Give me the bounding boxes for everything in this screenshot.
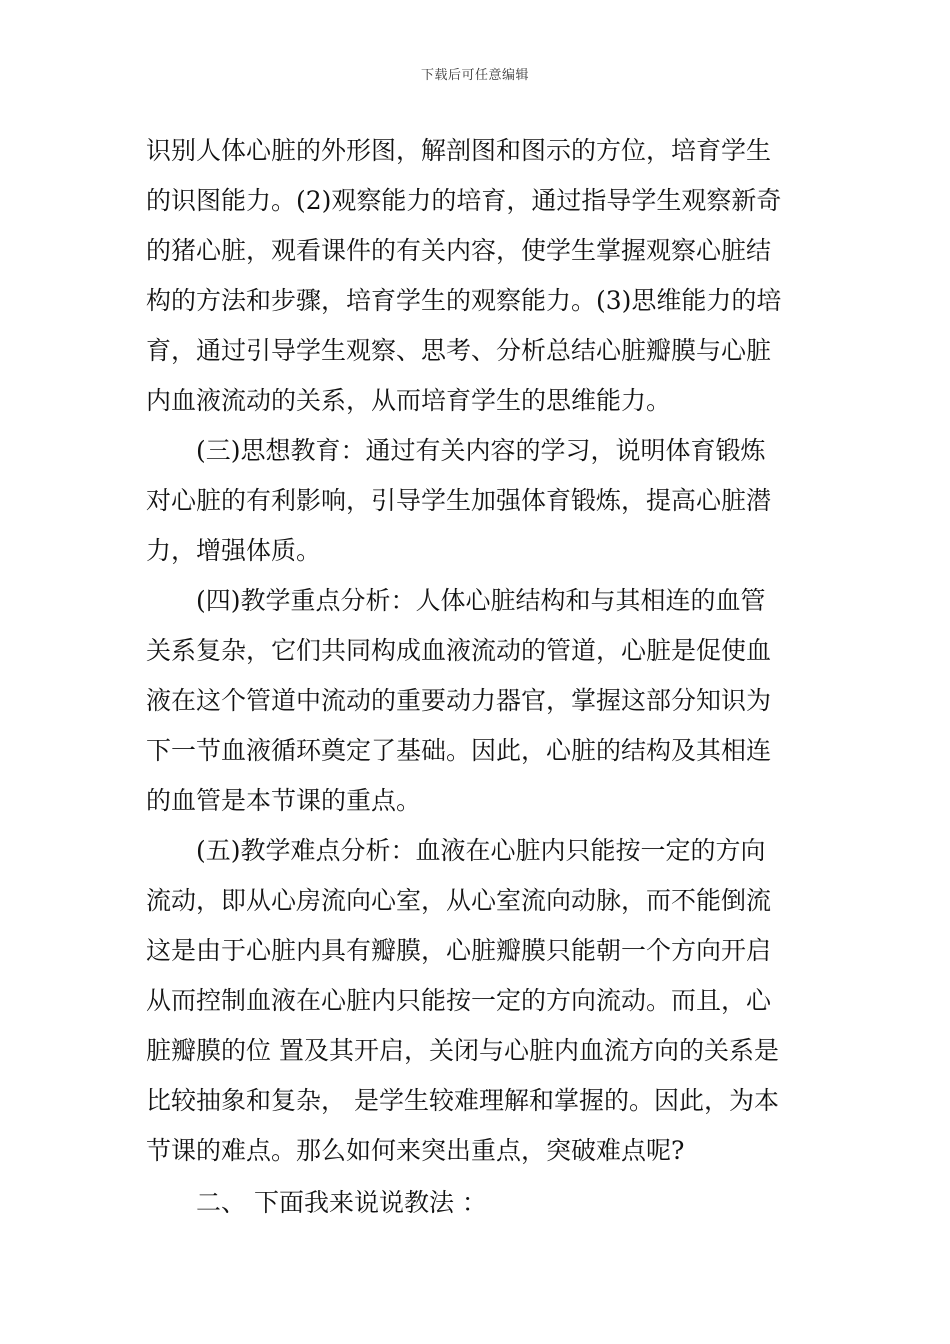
section-heading-teaching-method: 二、 下面我来说说教法 ： (196, 1188, 487, 1217)
text-line: 识别人体心脏的外形图，解剖图和图示的方位，培育学生 (146, 136, 772, 165)
text-line: 从而控制血液在心脏内只能按一定的方向流动。而且，心 (146, 986, 772, 1015)
text-line: 构的方法和步骤，培育学生的观察能力。(3)思维能力的培 (146, 286, 782, 315)
text-line: 育，通过引导学生观察、思考、分析总结心脏瓣膜与心脏 (146, 336, 772, 365)
text-line: 这是由于心脏内具有瓣膜，心脏瓣膜只能朝一个方向开启 (146, 936, 772, 965)
text-line: 力，增强体质。 (146, 536, 322, 565)
text-line: 流动，即从心房流向心室，从心室流向动脉，而不能倒流 (146, 886, 772, 915)
text-line: 下一节血液循环奠定了基础。因此，心脏的结构及其相连 (146, 736, 772, 765)
paragraph-start-key-points: (四)教学重点分析：人体心脏结构和与其相连的血管 (196, 586, 766, 615)
text-line: 液在这个管道中流动的重要动力器官，掌握这部分知识为 (146, 686, 772, 715)
document-body (146, 126, 806, 1228)
text-line: 节课的难点。那么如何来突出重点，突破难点呢? (146, 1136, 685, 1165)
text-line: 脏瓣膜的位 置及其开启，关闭与心脏内血流方向的关系是 (146, 1036, 779, 1065)
text-line: 的猪心脏，观看课件的有关内容，使学生掌握观察心脏结 (146, 236, 772, 265)
text-line: 的血管是本节课的重点。 (146, 786, 422, 815)
text-line: 比较抽象和复杂， 是学生较难理解和掌握的。因此，为本 (146, 1086, 779, 1115)
paragraph-start-ideology: (三)思想教育：通过有关内容的学习，说明体育锻炼 (196, 436, 766, 465)
text-line: 对心脏的有利影响，引导学生加强体育锻炼，提高心脏潜 (146, 486, 772, 515)
text-line: 内血液流动的关系，从而培育学生的思维能力。 (146, 386, 672, 415)
page-header-note: 下载后可任意编辑 (420, 68, 529, 83)
text-line: 的识图能力。(2)观察能力的培育，通过指导学生观察新奇 (146, 186, 782, 215)
paragraph-start-difficulties: (五)教学难点分析：血液在心脏内只能按一定的方向 (196, 836, 766, 865)
text-line: 关系复杂，它们共同构成血液流动的管道，心脏是促使血 (146, 636, 772, 665)
